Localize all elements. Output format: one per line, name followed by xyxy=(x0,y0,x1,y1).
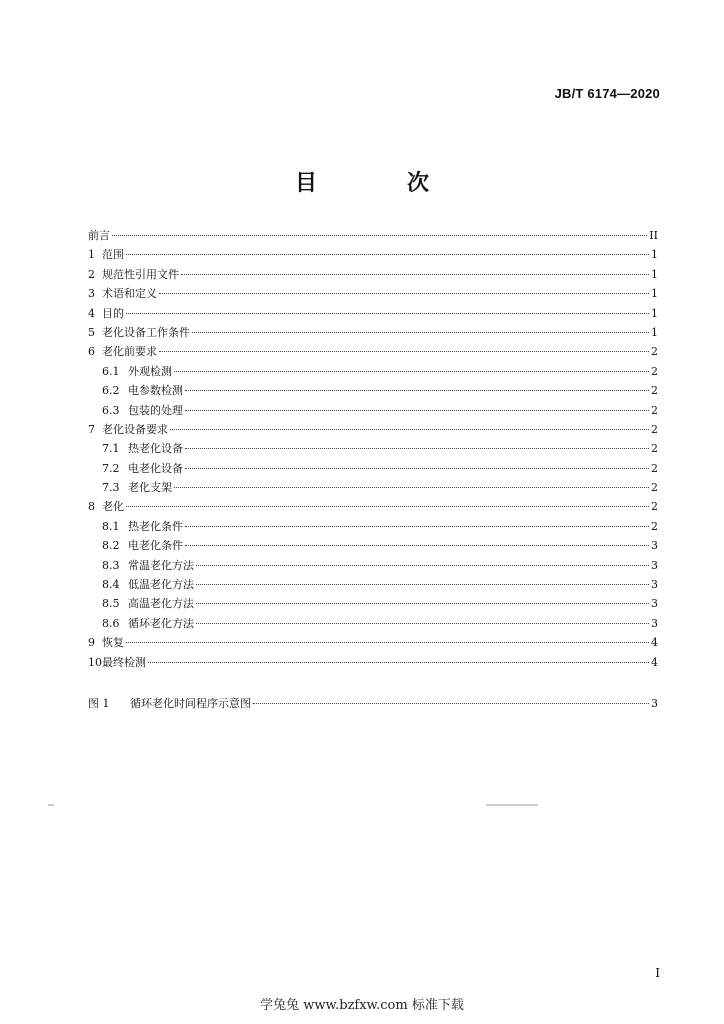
scan-speck xyxy=(486,804,538,806)
toc-entry-page: 3 xyxy=(651,597,658,611)
toc-entry-number: 7.2 xyxy=(102,461,120,475)
toc-entry[interactable] xyxy=(88,614,658,633)
toc-entry-number: 5 xyxy=(88,325,95,339)
dot-leader xyxy=(185,468,649,469)
toc-entry-number: 8.5 xyxy=(102,597,120,611)
dot-leader xyxy=(126,254,649,255)
toc-entry-page: 3 xyxy=(651,578,658,592)
toc-entry[interactable] xyxy=(88,575,658,594)
dot-leader xyxy=(185,526,649,527)
dot-leader xyxy=(126,313,649,314)
toc-entry-label: 术语和定义 xyxy=(102,287,157,301)
toc-entry[interactable] xyxy=(88,401,658,420)
toc-entry-number: 2 xyxy=(88,267,95,281)
dot-leader xyxy=(253,703,649,704)
toc-entry[interactable] xyxy=(88,245,658,264)
toc-entry-label: 热老化设备 xyxy=(128,442,183,456)
toc-entry[interactable] xyxy=(88,420,658,439)
toc-entry-label: 电老化条件 xyxy=(128,539,183,553)
toc-entry[interactable] xyxy=(88,304,658,323)
toc-entry-label: 前言 xyxy=(88,229,110,242)
toc-entry-number: 8.4 xyxy=(102,578,120,592)
toc-entry[interactable] xyxy=(88,459,658,478)
toc-entry-page: 2 xyxy=(651,500,658,514)
toc-entry-label: 恢复 xyxy=(102,636,124,650)
dot-leader xyxy=(185,390,649,391)
toc-entry-label: 热老化条件 xyxy=(128,519,183,533)
dot-leader xyxy=(148,662,649,663)
toc-entry-number: 1 xyxy=(88,248,95,262)
toc-entry-number: 8.3 xyxy=(102,558,120,572)
dot-leader xyxy=(181,274,649,275)
toc-entry-number: 8.1 xyxy=(102,519,120,533)
toc-entry-number: 3 xyxy=(88,287,95,301)
toc-entry-page: 1 xyxy=(651,267,658,281)
toc-entry-page: 2 xyxy=(651,403,658,417)
toc-entry[interactable] xyxy=(88,594,658,613)
dot-leader xyxy=(174,487,649,488)
toc-entry-page: 2 xyxy=(651,519,658,533)
toc-entry[interactable] xyxy=(88,694,658,713)
spacer xyxy=(88,672,658,694)
toc-entry-number: 6.3 xyxy=(102,403,120,417)
toc-entry-label: 电参数检测 xyxy=(128,384,183,398)
toc-entry[interactable] xyxy=(88,362,658,381)
toc-entry[interactable] xyxy=(88,439,658,458)
toc-entry-number: 6.1 xyxy=(102,364,120,378)
toc-entry[interactable] xyxy=(88,633,658,652)
toc-entry-label: 规范性引用文件 xyxy=(102,267,179,281)
toc-entry-page: 1 xyxy=(651,287,658,301)
toc-entry[interactable] xyxy=(88,536,658,555)
toc-entry-label: 老化 xyxy=(102,500,124,514)
toc-entry-label: 外观检测 xyxy=(128,364,172,378)
toc-entry-label: 老化前要求 xyxy=(102,345,157,359)
dot-leader xyxy=(170,429,649,430)
toc-entry-label: 低温老化方法 xyxy=(128,578,194,592)
dot-leader xyxy=(192,332,649,333)
dot-leader xyxy=(159,351,649,352)
toc-entry-label: 最终检测 xyxy=(102,655,146,669)
watermark-footer: 学兔兔 www.bzfxw.com 标准下载 xyxy=(260,998,464,1013)
toc-entry-number: 7.3 xyxy=(102,481,120,495)
toc-entry-page: 2 xyxy=(651,384,658,398)
toc-entry-page: 3 xyxy=(651,696,658,710)
toc-entry-number: 10 xyxy=(88,655,102,669)
toc-entry-number: 7.1 xyxy=(102,442,120,456)
toc-entry-page: 2 xyxy=(651,345,658,359)
toc-entry[interactable] xyxy=(88,653,658,672)
toc-entry-number: 4 xyxy=(88,306,95,320)
dot-leader xyxy=(185,448,649,449)
toc-entry[interactable] xyxy=(88,497,658,516)
dot-leader xyxy=(196,603,649,604)
toc-entry-number: 6.2 xyxy=(102,384,120,398)
dot-leader xyxy=(174,371,649,372)
toc-entry-label: 电老化设备 xyxy=(128,461,183,475)
toc-entry-label: 老化设备工作条件 xyxy=(102,325,190,339)
toc-entry[interactable] xyxy=(88,342,658,361)
toc-entry-page: 1 xyxy=(651,306,658,320)
dot-leader xyxy=(159,293,649,294)
toc-entry-number: 9 xyxy=(88,636,95,650)
toc-entry[interactable] xyxy=(88,478,658,497)
toc-entry-number: 8.6 xyxy=(102,616,120,630)
toc-entry-page: 2 xyxy=(651,481,658,495)
toc-entry-label: 常温老化方法 xyxy=(128,558,194,572)
dot-leader xyxy=(185,410,649,411)
toc-entry-label: 目的 xyxy=(102,306,124,320)
dot-leader xyxy=(196,623,649,624)
toc-entry-page: 2 xyxy=(651,422,658,436)
toc-entry-page: 3 xyxy=(651,539,658,553)
dot-leader xyxy=(196,565,649,566)
page-title: 目 次 xyxy=(294,170,463,196)
toc-entry-page: 2 xyxy=(651,364,658,378)
toc-entry-number: 8 xyxy=(88,500,95,514)
toc-entry-page: 3 xyxy=(651,616,658,630)
toc-entry-page: 4 xyxy=(651,636,658,650)
toc-entry-number: 6 xyxy=(88,345,95,359)
toc-entry-label: 循环老化时间程序示意图 xyxy=(130,696,251,710)
page-number: I xyxy=(655,966,660,980)
toc-entry-label: 老化支架 xyxy=(128,481,172,495)
toc-entry[interactable] xyxy=(88,226,658,245)
dot-leader xyxy=(126,642,649,643)
toc-entry-number: 图 1 xyxy=(88,696,110,710)
toc-entry-page: 2 xyxy=(651,442,658,456)
toc-entry-page: 3 xyxy=(651,558,658,572)
toc-entry[interactable] xyxy=(88,265,658,284)
dot-leader xyxy=(196,584,649,585)
toc-entry-number: 8.2 xyxy=(102,539,120,553)
toc-entry[interactable] xyxy=(88,556,658,575)
toc-entry[interactable] xyxy=(88,323,658,342)
toc-entry-page: 2 xyxy=(651,461,658,475)
toc-entry-label: 老化设备要求 xyxy=(102,422,168,436)
toc-entry-number: 7 xyxy=(88,422,95,436)
table-of-contents xyxy=(88,226,658,713)
dot-leader xyxy=(112,235,647,236)
toc-entry-page: 1 xyxy=(651,325,658,339)
toc-entry[interactable] xyxy=(88,517,658,536)
toc-entry-label: 范围 xyxy=(102,248,124,262)
standard-code: JB/T 6174—2020 xyxy=(554,86,660,101)
toc-entry[interactable] xyxy=(88,284,658,303)
toc-entry-page: 4 xyxy=(651,655,658,669)
scan-speck xyxy=(48,804,54,806)
toc-entry-label: 包装的处理 xyxy=(128,403,183,417)
toc-entry[interactable] xyxy=(88,381,658,400)
toc-entry-label: 循环老化方法 xyxy=(128,616,194,630)
dot-leader xyxy=(126,506,649,507)
toc-entry-page: II xyxy=(649,229,658,242)
dot-leader xyxy=(185,545,649,546)
toc-entry-page: 1 xyxy=(651,248,658,262)
toc-entry-label: 高温老化方法 xyxy=(128,597,194,611)
